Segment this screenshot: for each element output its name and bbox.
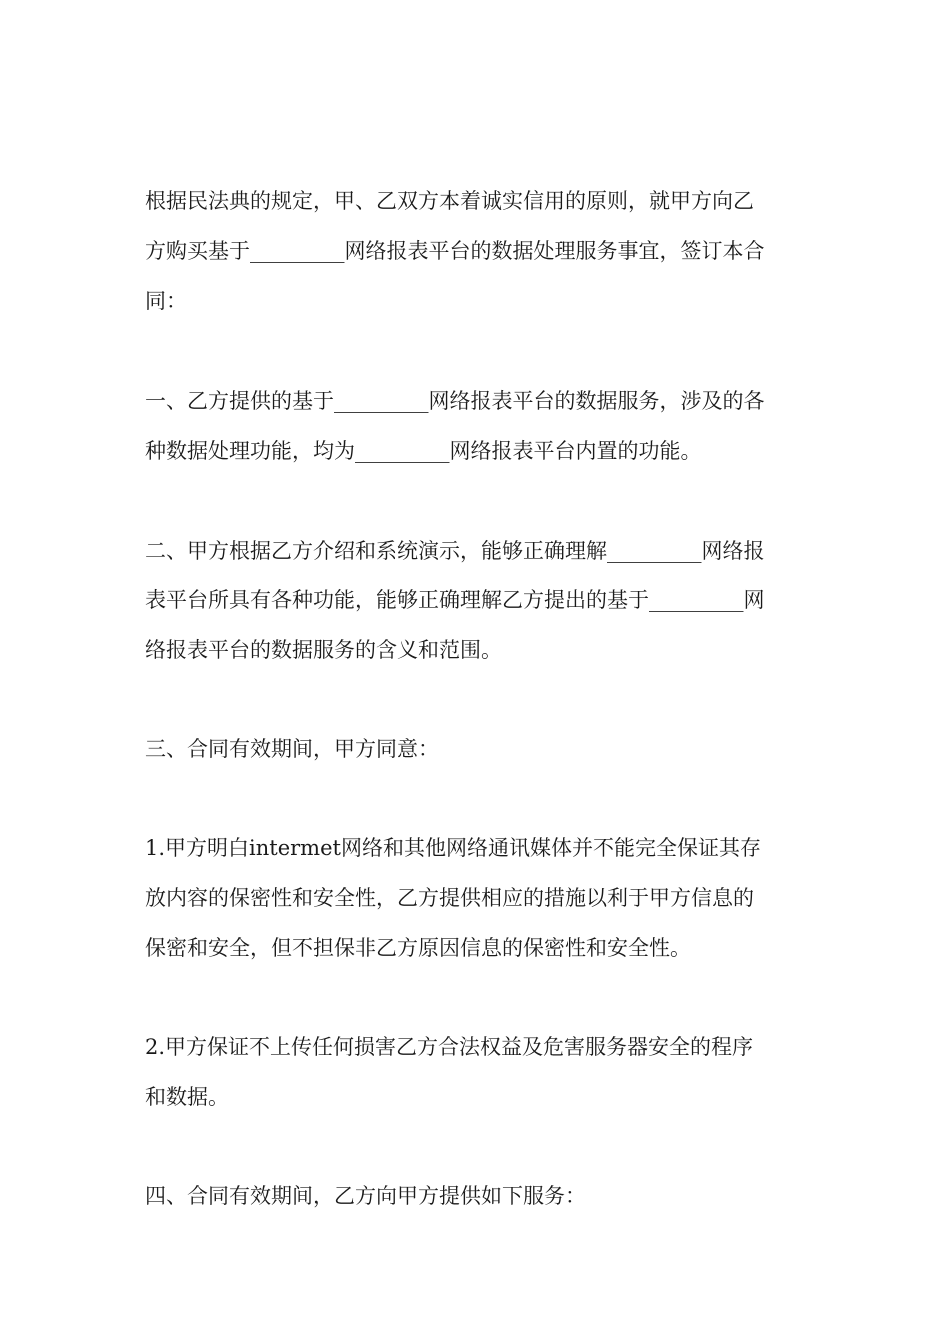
- text-line: 同：: [145, 289, 187, 313]
- text-line: 和数据。: [145, 1085, 229, 1109]
- text-line: 保密和安全，但不担保非乙方原因信息的保密性和安全性。: [145, 936, 691, 960]
- text-line: 二、甲方根据乙方介绍和系统演示，能够正确理解_________网络报: [145, 539, 765, 563]
- text-line: 1.甲方明白intermet网络和其他网络通讯媒体并不能完全保证其存: [145, 836, 761, 860]
- text-line: 种数据处理功能，均为_________网络报表平台内置的功能。: [145, 439, 702, 463]
- text-line: 2.甲方保证不上传任何损害乙方合法权益及危害服务器安全的程序: [145, 1035, 754, 1059]
- text-line: 方购买基于_________网络报表平台的数据处理服务事宜，签订本合: [145, 239, 765, 263]
- text-line: 一、乙方提供的基于_________网络报表平台的数据服务，涉及的各: [145, 389, 765, 413]
- text-line: 根据民法典的规定，甲、乙双方本着诚实信用的原则，就甲方向乙: [145, 189, 754, 213]
- text-line: 放内容的保密性和安全性，乙方提供相应的措施以利于甲方信息的: [145, 886, 754, 910]
- text-line: 络报表平台的数据服务的含义和范围。: [145, 638, 502, 662]
- clause-4-heading: 四、合同有效期间，乙方向甲方提供如下服务：: [145, 1184, 586, 1208]
- clause-3-heading: 三、合同有效期间，甲方同意：: [145, 737, 439, 761]
- text-line: 表平台所具有各种功能，能够正确理解乙方提出的基于_________网: [145, 588, 765, 612]
